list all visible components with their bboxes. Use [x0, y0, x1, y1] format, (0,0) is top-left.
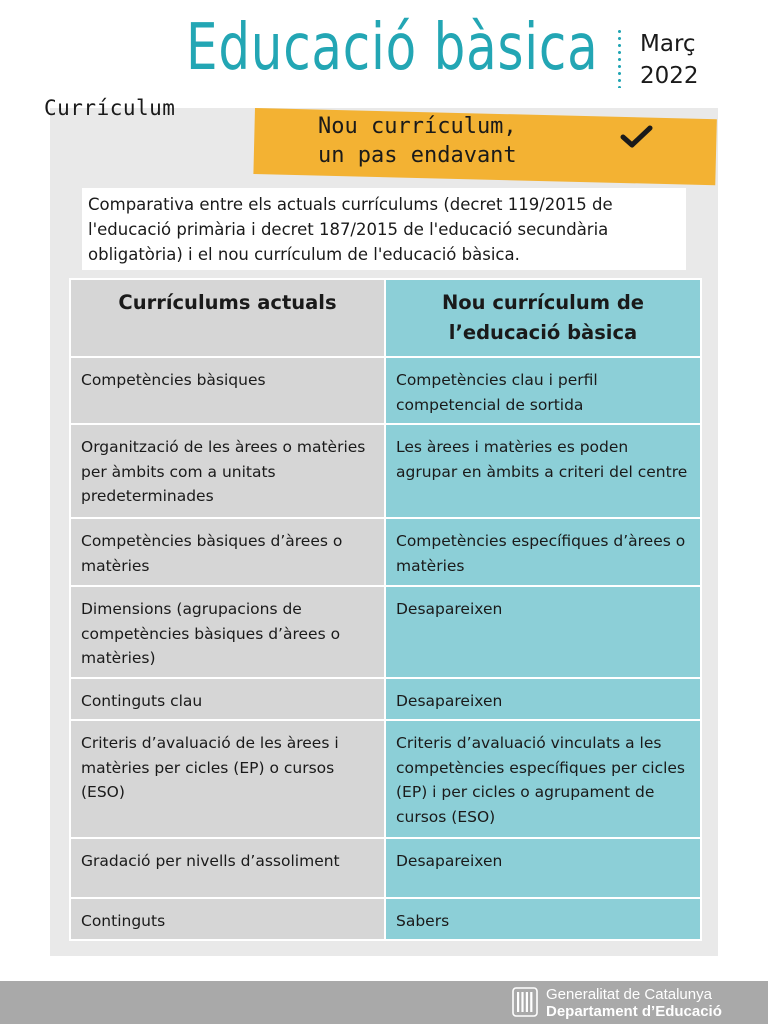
cell-new: Sabers: [385, 898, 701, 940]
footer-org-line-2: Departament d’Educació: [546, 1003, 722, 1020]
check-icon: [620, 124, 654, 150]
table-row: [70, 424, 701, 518]
cell-current: Dimensions (agrupacions de competències bàsiques d’àrees o matèries): [70, 586, 385, 678]
section-label: Currículum: [44, 96, 176, 120]
publication-date: [640, 28, 720, 92]
cell-current: Organització de les àrees o matèries per àmbits com a unitats predeterminades: [70, 424, 385, 518]
cell-new: Criteris d’avaluació vinculats a les competències específiques per cicles (EP) i per cicles o agrupament de cursos (ESO): [385, 720, 701, 838]
cell-current: Gradació per nivells d’assoliment: [70, 838, 385, 898]
cell-new: Desapareixen: [385, 586, 701, 678]
banner-text: [318, 112, 618, 170]
table-row: [70, 678, 701, 720]
banner-line-2: un pas endavant: [318, 143, 517, 168]
table-row: [70, 898, 701, 940]
date-month: Març: [640, 31, 696, 57]
generalitat-logo-icon: [512, 987, 538, 1017]
table-row: [70, 720, 701, 838]
cell-new: Desapareixen: [385, 678, 701, 720]
table-row: [70, 586, 701, 678]
cell-new: Competències específiques d’àrees o matèries: [385, 518, 701, 586]
cell-current: Competències bàsiques: [70, 357, 385, 424]
date-year: 2022: [640, 63, 699, 89]
table-header-row: [70, 279, 701, 357]
cell-current: Competències bàsiques d’àrees o matèries: [70, 518, 385, 586]
comparison-table: [69, 278, 702, 941]
banner-line-1: Nou currículum,: [318, 114, 517, 139]
page-title: Educació bàsica: [186, 11, 599, 85]
footer-org: [546, 986, 722, 1020]
intro-paragraph: Comparativa entre els actuals currículums (decret 119/2015 de l'educació primària i decret 187/2015 de l'educació secundària obligatòria) i el nou currículum de l'educació bàsica.: [82, 188, 686, 270]
cell-new: Les àrees i matèries es poden agrupar en àmbits a criteri del centre: [385, 424, 701, 518]
header-new-curriculum: Nou currículum de l’educació bàsica: [385, 279, 701, 357]
cell-current: Continguts clau: [70, 678, 385, 720]
table-row: [70, 518, 701, 586]
cell-current: Continguts: [70, 898, 385, 940]
footer-org-line-1: Generalitat de Catalunya: [546, 986, 712, 1003]
dotted-divider: [618, 28, 621, 88]
cell-new: Competències clau i perfil competencial de sortida: [385, 357, 701, 424]
cell-new: Desapareixen: [385, 838, 701, 898]
cell-current: Criteris d’avaluació de les àrees i matèries per cicles (EP) o cursos (ESO): [70, 720, 385, 838]
table-row: [70, 838, 701, 898]
header-current-curricula: Currículums actuals: [70, 279, 385, 357]
table-row: [70, 357, 701, 424]
